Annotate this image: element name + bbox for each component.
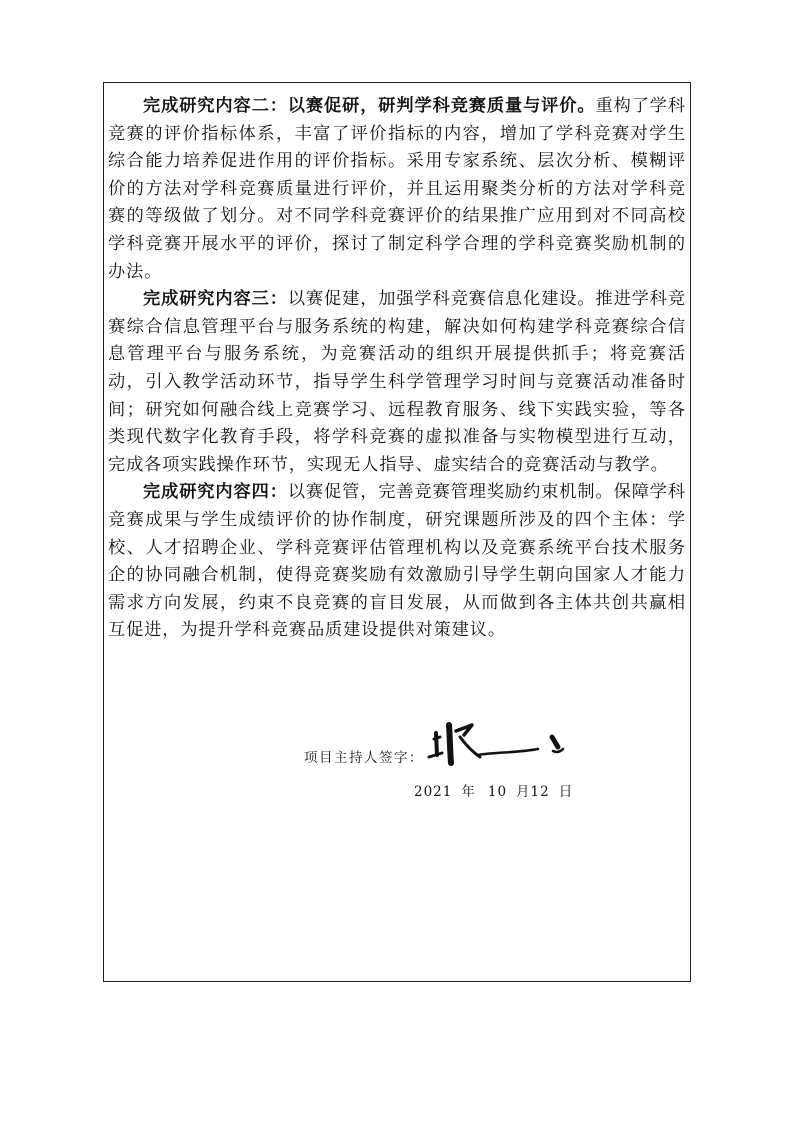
paragraph-content-two — [108, 93, 686, 286]
date-month-unit: 月 — [516, 784, 531, 800]
heading-content-four: 完成研究内容四： — [143, 482, 288, 503]
date-day-unit: 日 — [558, 784, 574, 800]
date-month: 10 — [487, 784, 508, 800]
handwritten-signature — [426, 705, 576, 775]
paragraph-text: 以赛促建，加强学科竞赛信息化建设。推进学科竞赛综合信息管理平台与服务系统的构建，解决如何构建学科竞赛综合信息管理平台与服务系统，为竞赛活动的组织开展提供抓手；将竞赛活动，引入教学活动环节，指导学生科学管理学习时间与竞赛活动准备时间；研究如何融合线上竞赛学习、远程教育服务、线下实践实验，等各类现代数字化教育手段，将学科竞赛的虚拟准备与实物模型进行互动，完成各项实践操作环节，实现无人指导、虚实结合的竞赛活动与教学。 — [108, 289, 686, 475]
paragraph-text: 重构了学科竞赛的评价指标体系，丰富了评价指标的内容，增加了学科竞赛对学生综合能力培养促进作用的评价指标。采用专家系统、层次分析、模糊评价的方法对学科竞赛质量进行评价，并且运用聚类分析的方法对学科竞赛的等级做了划分。对不同学科竞赛评价的结果推广应用到对不同高校学科竞赛开展水平的评价，探讨了制定科学合理的学科竞赛奖励机制的办法。 — [108, 96, 686, 282]
paragraph-content-three — [108, 286, 686, 479]
paragraph-text: 以赛促管，完善竞赛管理奖励约束机制。保障学科竞赛成果与学生成绩评价的协作制度，研究课题所涉及的四个主体：学校、人才招聘企业、学科竞赛评估管理机构以及竞赛系统平台技术服务企的协同融合机制，使得竞赛奖励有效激励引导学生朝向国家人才能力需求方向发展，约束不良竞赛的盲目发展，从而做到各主体共创共赢相互促进，为提升学科竞赛品质建设提供对策建议。 — [108, 482, 686, 641]
date-year: 2021 — [414, 784, 453, 800]
signature-date — [414, 780, 573, 800]
paragraph-content-four — [108, 479, 686, 645]
report-body — [108, 93, 686, 645]
date-day: 12 — [530, 784, 550, 800]
heading-content-three: 完成研究内容三： — [143, 289, 288, 310]
date-year-unit: 年 — [461, 784, 476, 800]
content-frame — [103, 82, 691, 982]
heading-content-two: 完成研究内容二：以赛促研，研判学科竞赛质量与评价。 — [143, 96, 596, 116]
signature-label: 项目主持人签字： — [304, 750, 424, 766]
